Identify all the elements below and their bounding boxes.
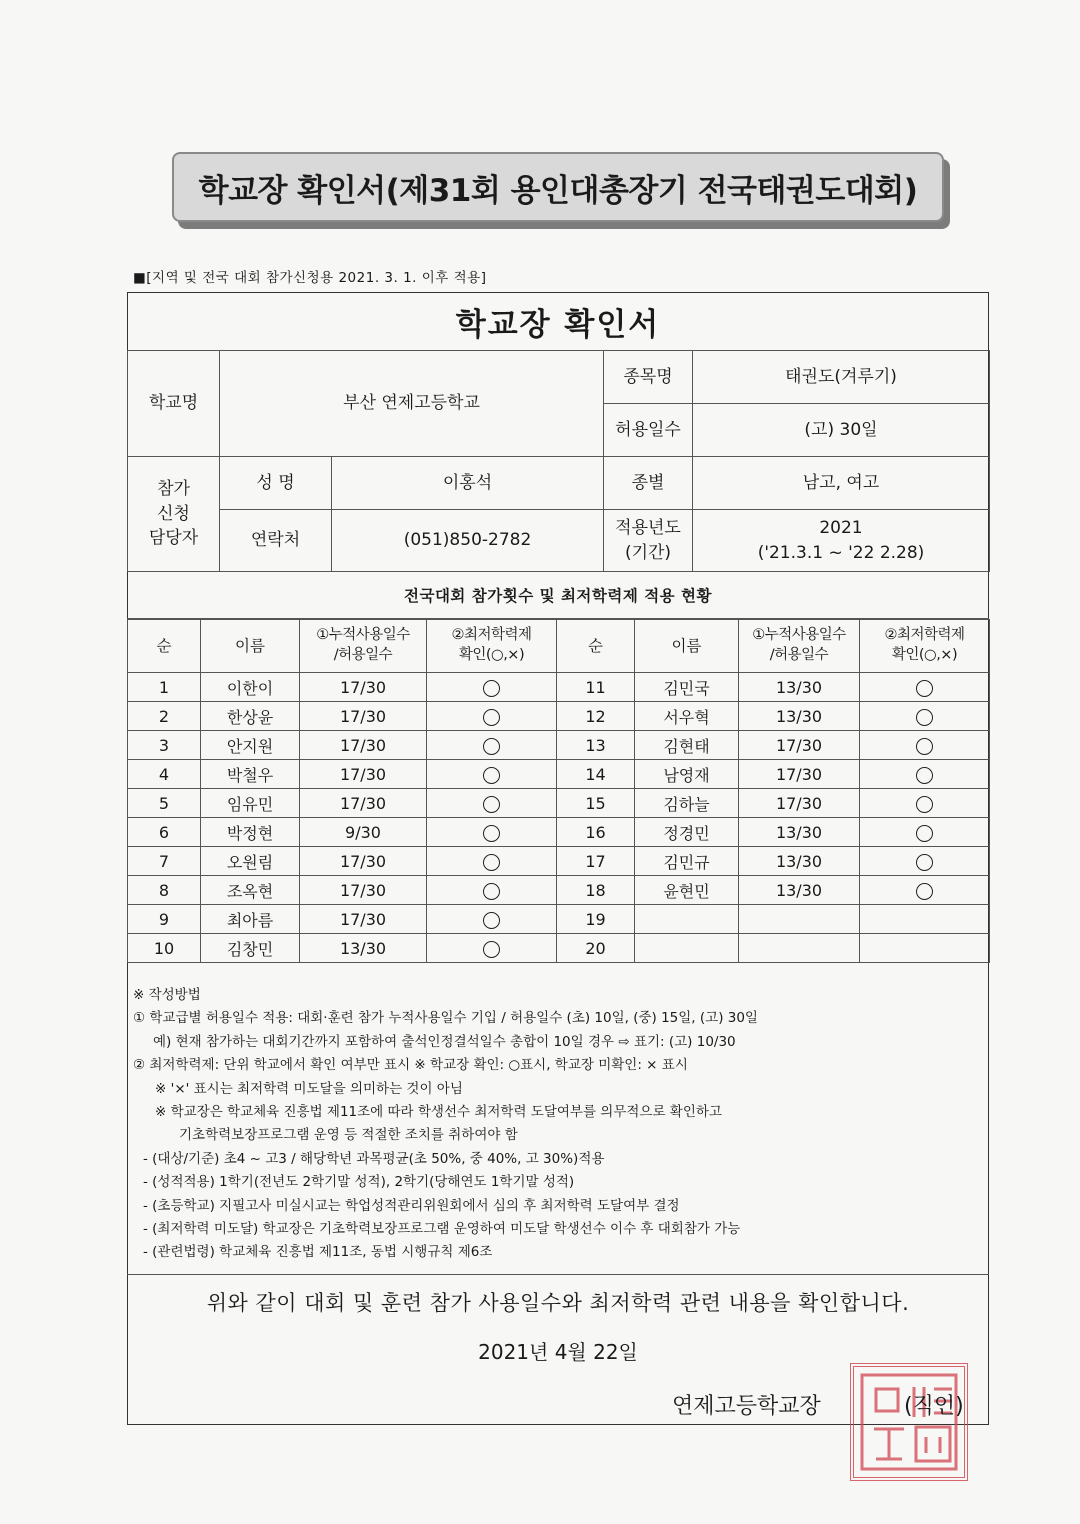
method-line: - (성적적용) 1학기(전년도 2학기말 성적), 2학기(당해연도 1학기말 성적): [143, 1174, 575, 1191]
document-date: 2021년 4월 22일: [478, 1340, 638, 1364]
roster-days: 13/30: [300, 934, 427, 963]
table-row: [128, 847, 990, 876]
roster-check: [427, 876, 557, 905]
event-value: 태권도(겨루기): [693, 351, 990, 404]
roster-name: 오원림: [201, 847, 300, 876]
circle-mark-icon: [916, 883, 933, 900]
roster-days: 9/30: [300, 818, 427, 847]
roster-check: [427, 702, 557, 731]
roster-no: 15: [557, 789, 635, 818]
roster-no: 4: [128, 760, 201, 789]
header-check: ②최저학력제 확인(○,×): [860, 620, 990, 673]
header-no: 순: [557, 620, 635, 673]
circle-mark-icon: [483, 854, 500, 871]
table-row: [128, 818, 990, 847]
roster-days: 13/30: [739, 818, 860, 847]
header-days: ①누적사용일수 /허용일수: [300, 620, 427, 673]
circle-mark-icon: [483, 796, 500, 813]
roster-name: 최아름: [201, 905, 300, 934]
roster-check: [427, 934, 557, 963]
form-title: 학교장 확인서: [455, 306, 661, 343]
roster-days: 17/30: [300, 760, 427, 789]
roster-no: 1: [128, 673, 201, 702]
table-row: [128, 876, 990, 905]
roster-name: 김민국: [635, 673, 739, 702]
roster-check: [427, 905, 557, 934]
roster-name: 남영재: [635, 760, 739, 789]
header-days: ①누적사용일수 /허용일수: [739, 620, 860, 673]
roster-no: 11: [557, 673, 635, 702]
roster-name: [635, 905, 739, 934]
roster-days: [739, 905, 860, 934]
roster-days: 17/30: [300, 789, 427, 818]
roster-check: [427, 847, 557, 876]
name-label: 성 명: [220, 457, 332, 510]
writing-method: [133, 984, 985, 1265]
table-row: [128, 789, 990, 818]
table-row: [128, 673, 990, 702]
roster-name: 이한이: [201, 673, 300, 702]
roster-name: 김민규: [635, 847, 739, 876]
school-label: 학교명: [128, 351, 220, 457]
table-row: [128, 934, 990, 963]
roster-no: 2: [128, 702, 201, 731]
roster-no: 3: [128, 731, 201, 760]
roster-check: [860, 789, 990, 818]
roster-name: 박철우: [201, 760, 300, 789]
roster-check: [860, 760, 990, 789]
circle-mark-icon: [916, 825, 933, 842]
divider: [127, 1274, 989, 1275]
roster-table: [127, 619, 990, 963]
circle-mark-icon: [483, 941, 500, 958]
phone-label: 연락처: [220, 510, 332, 572]
roster-no: 6: [128, 818, 201, 847]
roster-check: [860, 847, 990, 876]
roster-no: 17: [557, 847, 635, 876]
roster-no: 13: [557, 731, 635, 760]
roster-check: [860, 731, 990, 760]
method-line: - (초등학교) 지필고사 미실시교는 학업성적관리위원회에서 심의 후 최저학력 도달여부 결정: [143, 1197, 680, 1214]
circle-mark-icon: [483, 912, 500, 929]
roster-no: 18: [557, 876, 635, 905]
header-name: 이름: [635, 620, 739, 673]
method-line: - (관련법령) 학교체육 진흥법 제11조, 동법 시행규칙 제6조: [143, 1244, 493, 1261]
roster-days: 17/30: [739, 731, 860, 760]
banner-title: 학교장 확인서(제31회 용인대총장기 전국태권도대회): [172, 152, 944, 222]
table-row: [128, 760, 990, 789]
roster-check: [860, 905, 990, 934]
roster-no: 19: [557, 905, 635, 934]
roster-name: 조옥현: [201, 876, 300, 905]
roster-no: 8: [128, 876, 201, 905]
roster-no: 20: [557, 934, 635, 963]
circle-mark-icon: [916, 680, 933, 697]
roster-days: 13/30: [739, 673, 860, 702]
roster-name: 서우혁: [635, 702, 739, 731]
roster-days: 17/30: [300, 847, 427, 876]
roster-name: 임유민: [201, 789, 300, 818]
name-value: 이홍석: [332, 457, 604, 510]
roster-no: 16: [557, 818, 635, 847]
header-no: 순: [128, 620, 201, 673]
circle-mark-icon: [483, 825, 500, 842]
roster-name: 윤현민: [635, 876, 739, 905]
method-line: ※ 학교장은 학교체육 진흥법 제11조에 따라 학생선수 최저학력 도달여부를 의무적으로 확인하고: [155, 1104, 722, 1121]
event-label: 종목명: [604, 351, 693, 404]
method-line: ① 학교급별 허용일수 적용: 대회·훈련 참가 누적사용일수 기입 / 허용일수 (초) 10일, (중) 15일, (고) 30일: [133, 1010, 758, 1027]
roster-check: [860, 702, 990, 731]
roster-no: 12: [557, 702, 635, 731]
info-table: [127, 350, 990, 572]
circle-mark-icon: [916, 767, 933, 784]
roster-days: 17/30: [739, 789, 860, 818]
table-row: [128, 731, 990, 760]
confirm-statement: 위와 같이 대회 및 훈련 참가 사용일수와 최저학력 관련 내용을 확인합니다.: [206, 1291, 910, 1315]
roster-check: [860, 818, 990, 847]
header-check: ②최저학력제 확인(○,×): [427, 620, 557, 673]
roster-days: 17/30: [300, 905, 427, 934]
type-value: 남고, 여고: [693, 457, 990, 510]
seal-pattern-icon: [854, 1367, 964, 1477]
roster-check: [860, 876, 990, 905]
circle-mark-icon: [916, 738, 933, 755]
roster-name: 정경민: [635, 818, 739, 847]
roster-no: 5: [128, 789, 201, 818]
method-line: 예) 현재 참가하는 대회기간까지 포함하여 출석인정결석일수 총합이 10일 경우 ⇨ 표기: (고) 10/30: [153, 1033, 736, 1050]
circle-mark-icon: [916, 709, 933, 726]
days-label: 허용일수: [604, 404, 693, 457]
roster-name: 김하늘: [635, 789, 739, 818]
year-label: 적용년도 (기간): [604, 510, 693, 572]
circle-mark-icon: [916, 854, 933, 871]
method-line: ※ '×' 표시는 최저학력 미도달을 의미하는 것이 아님: [155, 1080, 463, 1097]
roster-title: 전국대회 참가횟수 및 최저학력제 적용 현황: [127, 571, 989, 619]
apply-note: ■[지역 및 전국 대회 참가신청용 2021. 3. 1. 이후 적용]: [133, 270, 487, 286]
circle-mark-icon: [483, 738, 500, 755]
roster-name: 박정현: [201, 818, 300, 847]
roster-name: [635, 934, 739, 963]
roster-days: 17/30: [739, 760, 860, 789]
days-value: (고) 30일: [693, 404, 990, 457]
roster-body: [128, 673, 990, 963]
roster-days: 17/30: [300, 876, 427, 905]
roster-name: 김창민: [201, 934, 300, 963]
roster-name: 안지원: [201, 731, 300, 760]
signer-name: 연제고등학교장: [672, 1394, 821, 1419]
roster-days: 17/30: [300, 702, 427, 731]
phone-value: (051)850-2782: [332, 510, 604, 572]
table-row: [128, 702, 990, 731]
circle-mark-icon: [483, 767, 500, 784]
roster-check: [427, 731, 557, 760]
roster-check: [427, 818, 557, 847]
roster-name: 한상윤: [201, 702, 300, 731]
school-value: 부산 연제고등학교: [220, 351, 604, 457]
roster-check: [427, 760, 557, 789]
contact-group-label: 참가 신청 담당자: [128, 457, 220, 572]
roster-no: 14: [557, 760, 635, 789]
roster-days: 13/30: [739, 847, 860, 876]
circle-mark-icon: [916, 796, 933, 813]
official-seal: [850, 1363, 968, 1481]
type-label: 종별: [604, 457, 693, 510]
circle-mark-icon: [483, 680, 500, 697]
roster-days: 13/30: [739, 702, 860, 731]
roster-days: 17/30: [300, 731, 427, 760]
roster-check: [427, 673, 557, 702]
method-heading: ※ 작성방법: [133, 987, 201, 1003]
method-line: 기초학력보장프로그램 운영 등 적절한 조치를 취하여야 함: [179, 1127, 518, 1144]
roster-days: [739, 934, 860, 963]
circle-mark-icon: [483, 883, 500, 900]
method-line: - (최저학력 미도달) 학교장은 기초학력보장프로그램 운영하여 미도달 학생선수 이수 후 대회참가 가능: [143, 1221, 741, 1238]
roster-name: 김현태: [635, 731, 739, 760]
method-line: - (대상/기준) 초4 ~ 고3 / 해당학년 과목평균(초 50%, 중 40%, 고 30%)적용: [143, 1150, 605, 1167]
header-name: 이름: [201, 620, 300, 673]
roster-no: 9: [128, 905, 201, 934]
roster-check: [860, 934, 990, 963]
roster-days: 13/30: [739, 876, 860, 905]
roster-no: 10: [128, 934, 201, 963]
circle-mark-icon: [483, 709, 500, 726]
table-row: [128, 905, 990, 934]
method-line: ② 최저학력제: 단위 학교에서 확인 여부만 표시 ※ 학교장 확인: ○표시, 학교장 미확인: × 표시: [133, 1057, 688, 1074]
roster-check: [427, 789, 557, 818]
seal-note: (직인): [904, 1394, 964, 1419]
roster-no: 7: [128, 847, 201, 876]
roster-check: [860, 673, 990, 702]
roster-days: 17/30: [300, 673, 427, 702]
year-value: 2021 ('21.3.1 ~ '22 2.28): [693, 510, 990, 572]
